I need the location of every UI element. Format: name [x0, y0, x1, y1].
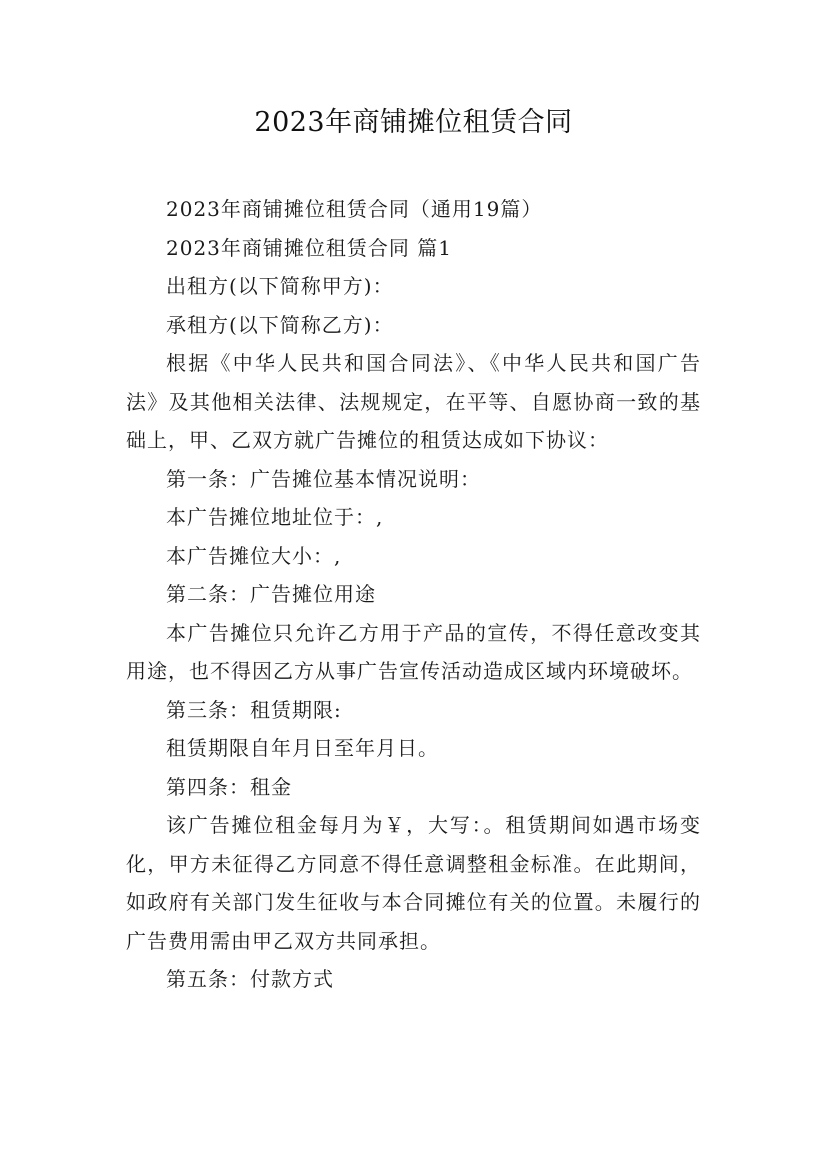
paragraph-lessee: 承租方(以下简称乙方)： — [166, 312, 394, 337]
paragraph-article-4: 第四条：租金 — [166, 774, 292, 799]
paragraph-address: 本广告摊位地址位于：, — [166, 505, 384, 529]
paragraph-term: 租赁期限自年月日至年月日。 — [166, 736, 439, 760]
paragraph-lessor: 出租方(以下简称甲方)： — [166, 274, 394, 298]
paragraph-section-heading: 2023年商铺摊位租赁合同 篇1 — [166, 235, 452, 260]
paragraph-article-3: 第三条：租赁期限: — [166, 697, 342, 722]
paragraph-article-2: 第二条：广告摊位用途 — [166, 582, 376, 606]
paragraph-subtitle: 2023年商铺摊位租赁合同（通用19篇） — [166, 197, 543, 221]
document-body — [126, 190, 701, 999]
paragraph-rent: 该广告摊位租金每月为￥，大写：。租赁期间如遇市场变化，甲方未征得乙方同意不得任意调整租金标准。在此期间，如政府有关部门发生征收与本合同摊位有关的位置。未履行的广告费用需由甲乙双方共同承担。 — [126, 813, 701, 953]
paragraph-usage: 本广告摊位只允许乙方用于产品的宣传，不得任意改变其用途，也不得因乙方从事广告宣传活动造成区域内环境破坏。 — [126, 620, 701, 683]
paragraph-article-1: 第一条：广告摊位基本情况说明： — [166, 466, 481, 491]
document-title: 2023年商铺摊位租赁合同 — [254, 107, 573, 138]
paragraph-article-5: 第五条：付款方式 — [166, 967, 334, 991]
paragraph-preamble: 根据《中华人民共和国合同法》、《中华人民共和国广告法》及其他相关法律、法规规定，在平等、自愿协商一致的基础上，甲、乙双方就广告摊位的租赁达成如下协议： — [126, 351, 701, 452]
paragraph-size: 本广告摊位大小：, — [166, 543, 342, 568]
